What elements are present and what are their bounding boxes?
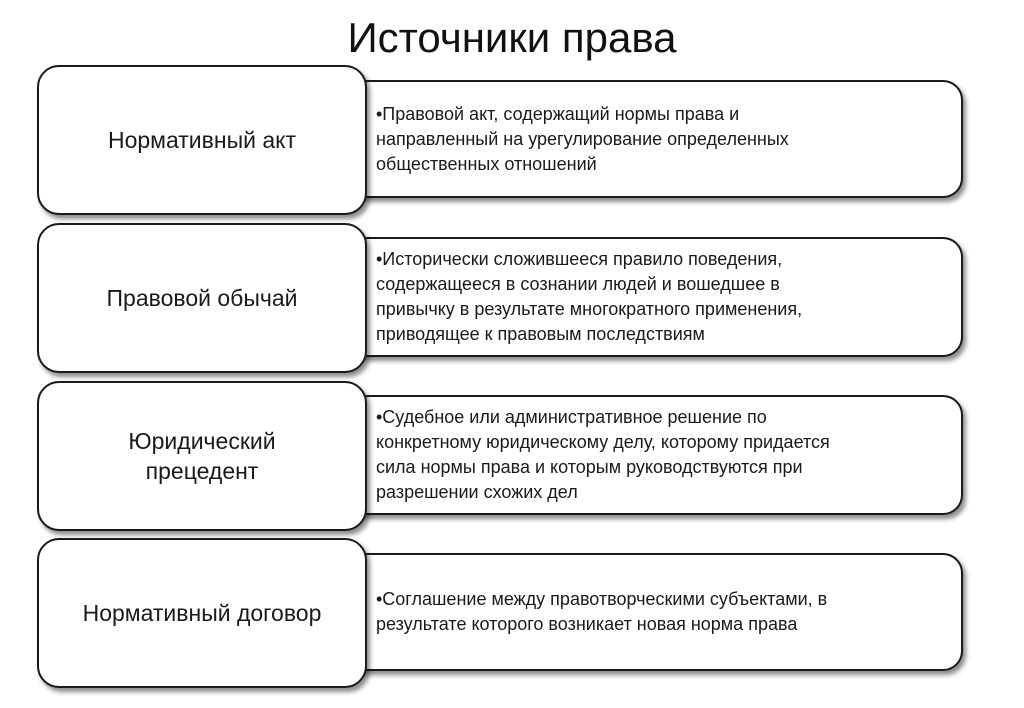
source-description-text: •Судебное или административное решение по конкретному юридическому делу, которому придается сила нормы права и которым руководствуются при разрешении схожих дел — [376, 407, 830, 502]
source-label-normative-act — [37, 65, 367, 215]
source-description-normative-act — [348, 80, 963, 198]
source-description-text: •Соглашение между правотворческими субъектами, в результате которого возникает новая норма права — [376, 589, 828, 634]
source-description-text: •Исторически сложившееся правило поведения, содержащееся в сознании людей и вошедшее в привычку в результате многократного применения, приводящее к правовым последствиям — [376, 249, 803, 344]
source-description-text: •Правовой акт, содержащий нормы права и направленный на урегулирование определенных общественных отношений — [376, 103, 789, 174]
source-label-legal-custom — [37, 223, 367, 373]
page-title: Источники права — [347, 14, 677, 61]
source-description-normative-contract — [348, 553, 963, 671]
source-label-text: Правовой обычай — [106, 285, 298, 311]
source-description-judicial-precedent — [348, 395, 963, 515]
source-label-text: Нормативный договор — [82, 600, 322, 626]
source-label-text: Нормативный акт — [107, 127, 296, 153]
source-label-normative-contract — [37, 538, 367, 688]
source-description-legal-custom — [348, 237, 963, 357]
source-label-text: Юридический прецедент — [128, 428, 276, 484]
source-label-judicial-precedent — [37, 381, 367, 531]
